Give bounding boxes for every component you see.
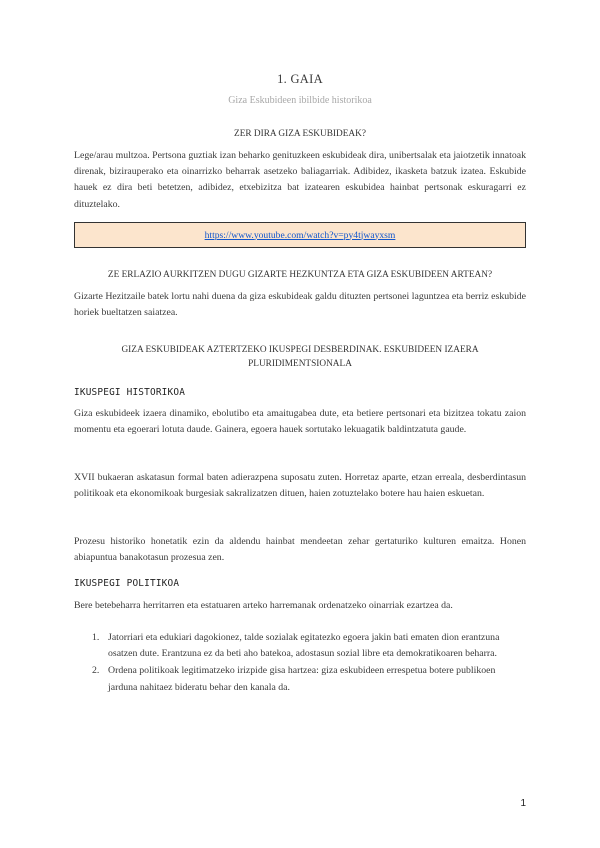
section-heading-relation: ZE ERLAZIO AURKITZEN DUGU GIZARTE HEZKUNTZA ETA GIZA ESKUBIDEEN ARTEAN? [107, 270, 493, 280]
youtube-link[interactable]: https://www.youtube.com/watch?v=py4tjwayxsm [204, 229, 396, 241]
section-paragraph-definition: Lege/arau multzoa. Pertsona guztiak izan beharko genituzkeen eskubideak dira, unibertsalak eta jaiotzetik innatoak direnak, bizirauperako eta oinarrizko beharrak asetzeko baliagarriak. Adibidez, ikasketa batzuk izatea. Eskubide hauek ez dira beti betetzen, adibidez, etxebizitza bat izatearen eskubidea hainbat pertsonak eskuragarri ez dituztelako. [74, 150, 526, 210]
political-list [74, 630, 526, 697]
subheading-historic: IKUSPEGI HISTORIKOA [74, 387, 186, 398]
section-paragraph-relation: Gizarte Hezitzaile batek lortu nahi duena da giza eskubideak galdu dituzten pertsonei laguntzea eta berriz eskubide horiek bueltatzen saiatzea. [74, 291, 526, 319]
section-heading-what-are-human-rights: ZER DIRA GIZA ESKUBIDEAK? [234, 129, 366, 139]
page-subtitle: Giza Eskubideen ibilbide historikoa [228, 95, 372, 106]
list-item-number: 2. [92, 665, 100, 677]
subheading-political: IKUSPEGI POLITIKOA [74, 578, 180, 589]
historic-paragraph-1: Giza eskubideek izaera dinamiko, ebolutibo eta amaitugabea dute, eta betiere pertsonari eta bizitzea tokatu zaion momentu eta egoerari lotuta daude. Gainera, egoera hauek sortutako lekuagatik baldintzatuta gaude. [74, 408, 526, 436]
section-heading-perspectives-line1: GIZA ESKUBIDEAK AZTERTZEKO IKUSPEGI DESBERDINAK. ESKUBIDEEN IZAERA [121, 345, 479, 355]
list-item-text: Ordena politikoak legitimatzeko irizpide gisa hartzea: giza eskubideen errespetua botere publikoen jarduna nahitaez bideratu behar den kanala da. [108, 665, 496, 693]
video-link-box [74, 222, 526, 248]
section-heading-perspectives [74, 343, 526, 371]
list-item [74, 663, 526, 695]
list-item [74, 630, 526, 662]
page-number: 1 [520, 798, 526, 809]
page-title: 1. GAIA [277, 72, 323, 86]
political-intro: Bere betebeharra herritarren eta estatuaren arteko harremanak ordenatzeko oinarriak ezartzea da. [74, 600, 453, 611]
section-heading-perspectives-line2: PLURIDIMENTSIONALA [248, 359, 352, 369]
list-item-number: 1. [92, 632, 100, 643]
historic-paragraph-2: XVII bukaeran askatasun formal baten adierazpena suposatu zuten. Horretaz aparte, etzan erreala, desberdintasun politikoak eta ekonomikoak burgesiak sakralizatzen dituen, haien zotuztelako botere hau haien eskuetan. [74, 472, 526, 500]
historic-paragraph-3: Prozesu historiko honetatik ezin da aldendu hainbat mendeetan zehar gertaturiko kulturen emaitza. Honen abiapuntua banakotasun prozesua zen. [74, 536, 526, 564]
list-item-text: Jatorriari eta edukiari dagokionez, talde sozialak egitatezko egoera jakin bati ematen dion erantzuna osatzen dute. Erantzuna ez da beti aho batekoa, adostasun sozial libre eta demokratikoaren beharra. [108, 632, 500, 660]
